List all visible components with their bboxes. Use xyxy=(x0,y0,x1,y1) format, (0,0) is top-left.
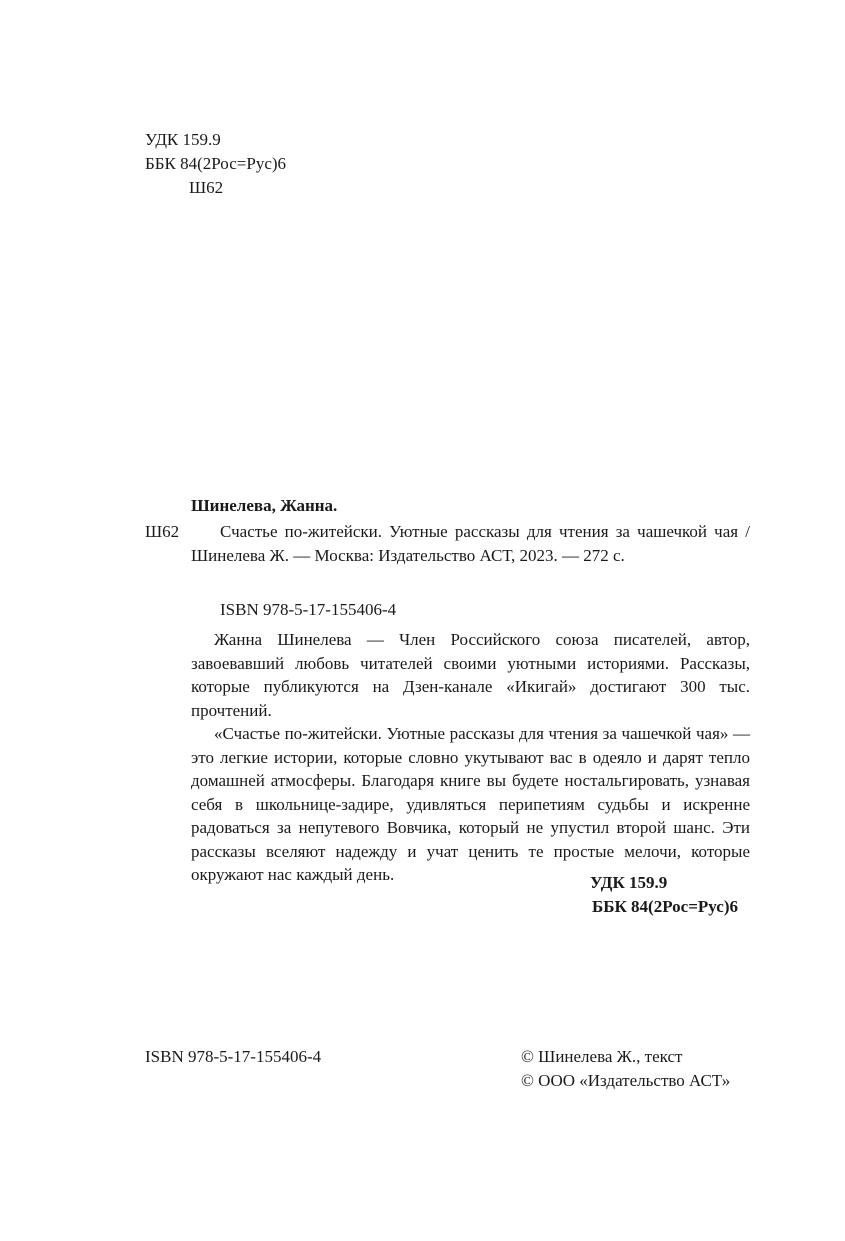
annotation xyxy=(191,628,750,887)
annotation-paragraph-book: «Счастье по-житейски. Уютные рассказы для чтения за чашечкой чая» — это легкие истории, которые словно укутывают вас в одеяло и дарят тепло домашней атмосферы. Благодаря книге вы будете ностальгировать, узнавая себя в школьнице-задире, удивляться перипетиям судьбы и искренне радоваться за непутевого Вовчика, который не упустил второй шанс. Эти рассказы вселяют надежду и учат ценить те простые мелочи, которые окружают нас каждый день. xyxy=(191,724,750,884)
author-heading: Шинелева, Жанна. xyxy=(191,496,338,515)
catalog-bbk: ББК 84(2Рос=Рус)6 xyxy=(592,897,738,916)
copyright-publisher: © ООО «Издательство АСТ» xyxy=(521,1071,731,1090)
top-bbk-code: ББК 84(2Рос=Рус)6 xyxy=(145,154,287,173)
bibliographic-record: Счастье по-житейски. Уютные рассказы для чтения за чашечкой чая / Шинелева Ж. — Москва: Издательство АСТ, 2023. — 272 с. xyxy=(191,522,750,565)
top-author-sign: Ш62 xyxy=(189,178,224,197)
top-udk-code: УДК 159.9 xyxy=(145,130,221,149)
footer-isbn: ISBN 978-5-17-155406-4 xyxy=(145,1047,322,1066)
catalog-isbn: ISBN 978-5-17-155406-4 xyxy=(220,600,397,619)
catalog-udk: УДК 159.9 xyxy=(590,873,668,892)
copyright-text: © Шинелева Ж., текст xyxy=(521,1047,683,1066)
catalog-author-sign: Ш62 xyxy=(145,522,180,541)
annotation-paragraph-author: Жанна Шинелева — Член Российского союза писателей, автор, завоевавший любовь читателей своими уютными историями. Рассказы, которые публикуются на Дзен-канале «Икигай» достигают 300 тыс. прочтений. xyxy=(191,630,750,720)
